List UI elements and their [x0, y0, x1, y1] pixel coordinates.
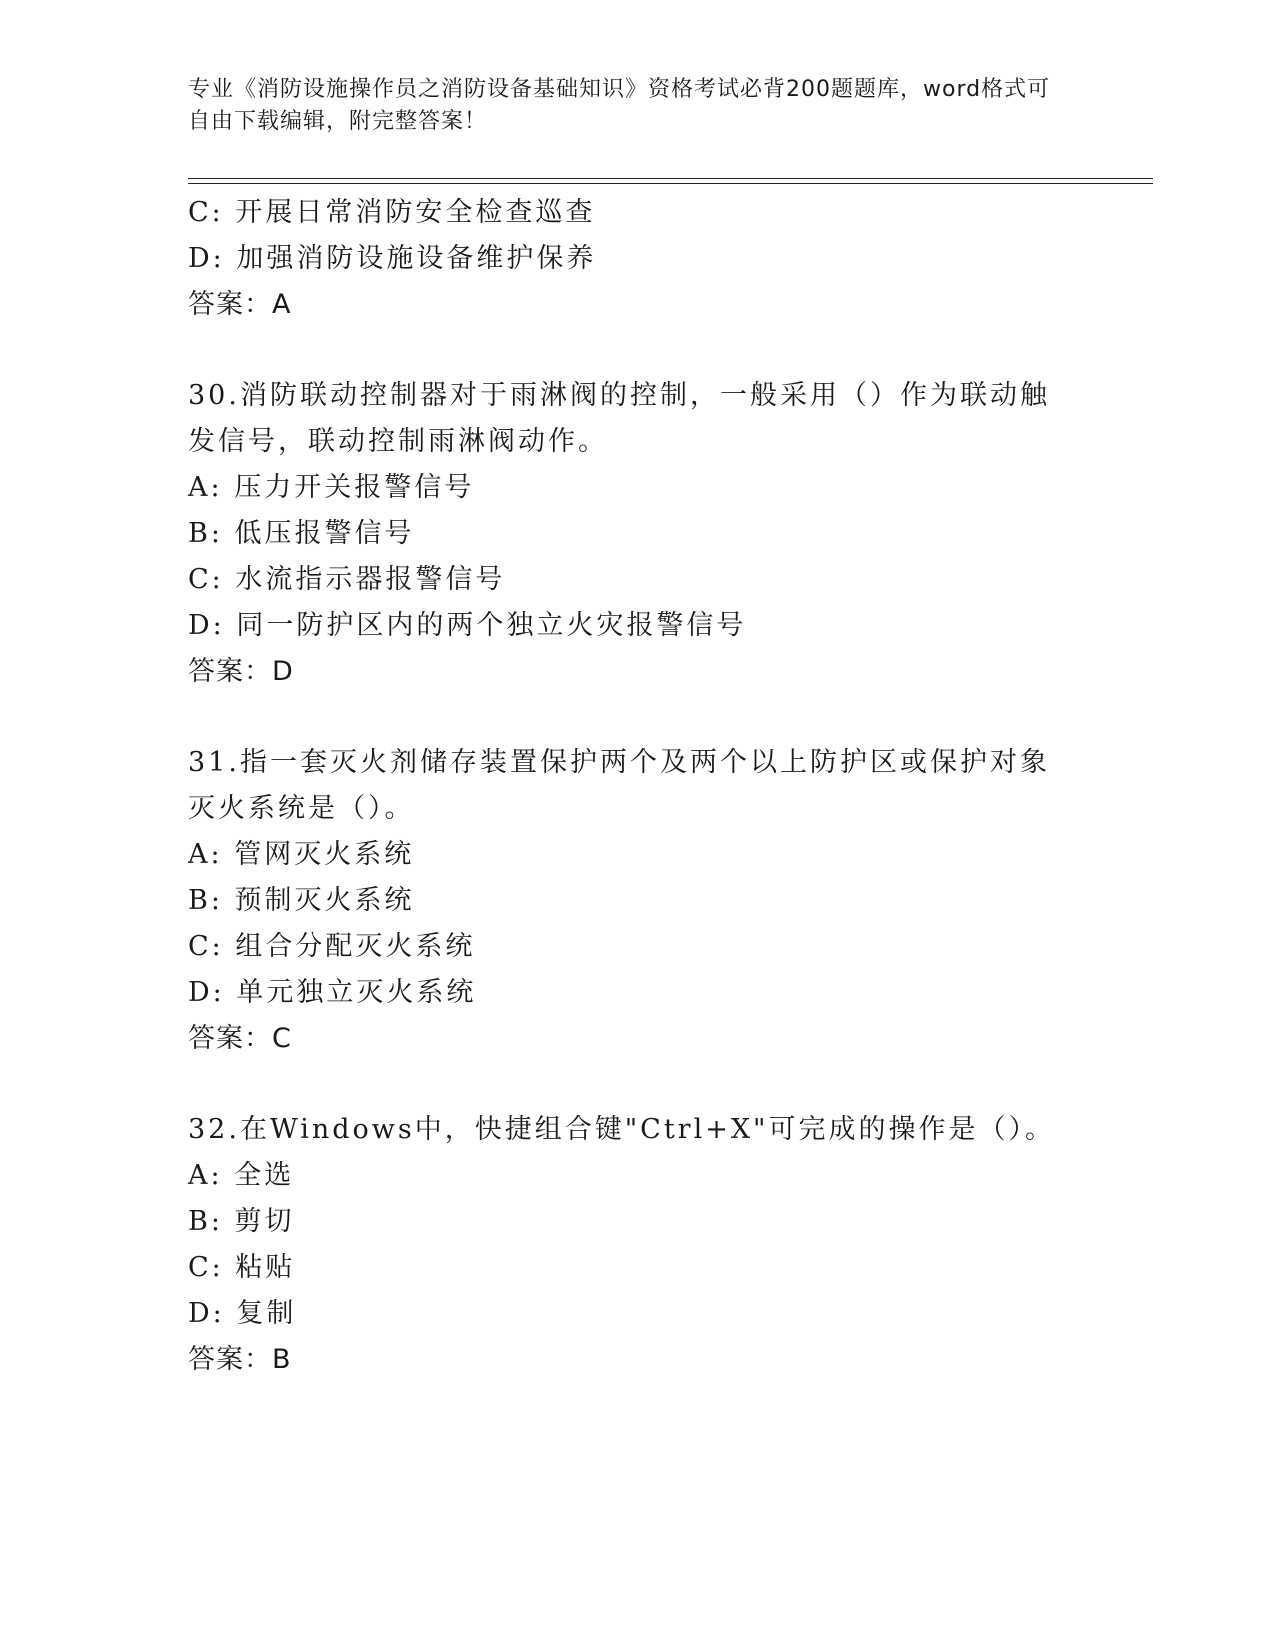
option-c	[188, 190, 1088, 236]
option-letter: D:	[188, 243, 225, 274]
option-a	[188, 465, 1088, 511]
option-letter: C:	[188, 931, 224, 962]
option-text: 单元独立灭火系统	[236, 977, 477, 1008]
option-letter: C:	[188, 197, 224, 228]
option-d	[188, 1291, 1088, 1337]
answer-line: 答案：B	[188, 1344, 292, 1375]
option-text: 水流指示器报警信号	[235, 564, 506, 595]
question-stem: 30.消防联动控制器对于雨淋阀的控制，一般采用（）作为联动触发信号，联动控制雨淋阀动作。	[188, 380, 1050, 457]
option-a	[188, 832, 1088, 878]
option-text: 加强消防设施设备维护保养	[236, 243, 597, 274]
option-text: 开展日常消防安全检查巡查	[235, 197, 596, 228]
option-b	[188, 878, 1088, 924]
question-32	[188, 1107, 1088, 1383]
document-header: 专业《消防设施操作员之消防设备基础知识》资格考试必背200题题库，word格式可自由下载编辑，附完整答案！	[188, 77, 1051, 134]
option-text: 粘贴	[235, 1252, 296, 1283]
option-text: 压力开关报警信号	[234, 472, 475, 503]
option-letter: B:	[188, 518, 223, 549]
option-a	[188, 1153, 1088, 1199]
answer-line: 答案：C	[188, 1023, 292, 1054]
option-b	[188, 1199, 1088, 1245]
option-d	[188, 970, 1088, 1016]
option-d	[188, 236, 1088, 282]
option-text: 全选	[234, 1160, 295, 1191]
question-stem: 32.在Windows中，快捷组合键"Ctrl+X"可完成的操作是（）。	[188, 1114, 1055, 1145]
option-letter: B:	[188, 1206, 223, 1237]
option-text: 管网灭火系统	[234, 839, 415, 870]
option-text: 剪切	[234, 1206, 295, 1237]
question-31	[188, 740, 1088, 1062]
option-letter: C:	[188, 564, 224, 595]
option-letter: A:	[188, 839, 223, 870]
header-rule-top	[188, 178, 1153, 179]
option-c	[188, 1245, 1088, 1291]
option-letter: D:	[188, 977, 225, 1008]
option-b	[188, 511, 1088, 557]
option-letter: D:	[188, 610, 225, 641]
option-d	[188, 603, 1088, 649]
option-letter: A:	[188, 472, 223, 503]
option-text: 低压报警信号	[234, 518, 415, 549]
option-c	[188, 924, 1088, 970]
option-letter: B:	[188, 885, 223, 916]
option-text: 预制灭火系统	[234, 885, 415, 916]
option-letter: C:	[188, 1252, 224, 1283]
option-letter: A:	[188, 1160, 223, 1191]
answer-line: 答案：A	[188, 289, 292, 320]
option-text: 同一防护区内的两个独立火灾报警信号	[236, 610, 747, 641]
header-rule-bottom	[188, 183, 1153, 184]
question-content	[188, 190, 1088, 1383]
option-letter: D:	[188, 1298, 225, 1329]
option-c	[188, 557, 1088, 603]
option-text: 组合分配灭火系统	[235, 931, 476, 962]
answer-line: 答案：D	[188, 656, 294, 687]
option-text: 复制	[236, 1298, 297, 1329]
question-stem: 31.指一套灭火剂储存装置保护两个及两个以上防护区或保护对象灭火系统是（）。	[188, 747, 1050, 824]
previous-question-tail	[188, 190, 1088, 328]
question-30	[188, 373, 1088, 695]
